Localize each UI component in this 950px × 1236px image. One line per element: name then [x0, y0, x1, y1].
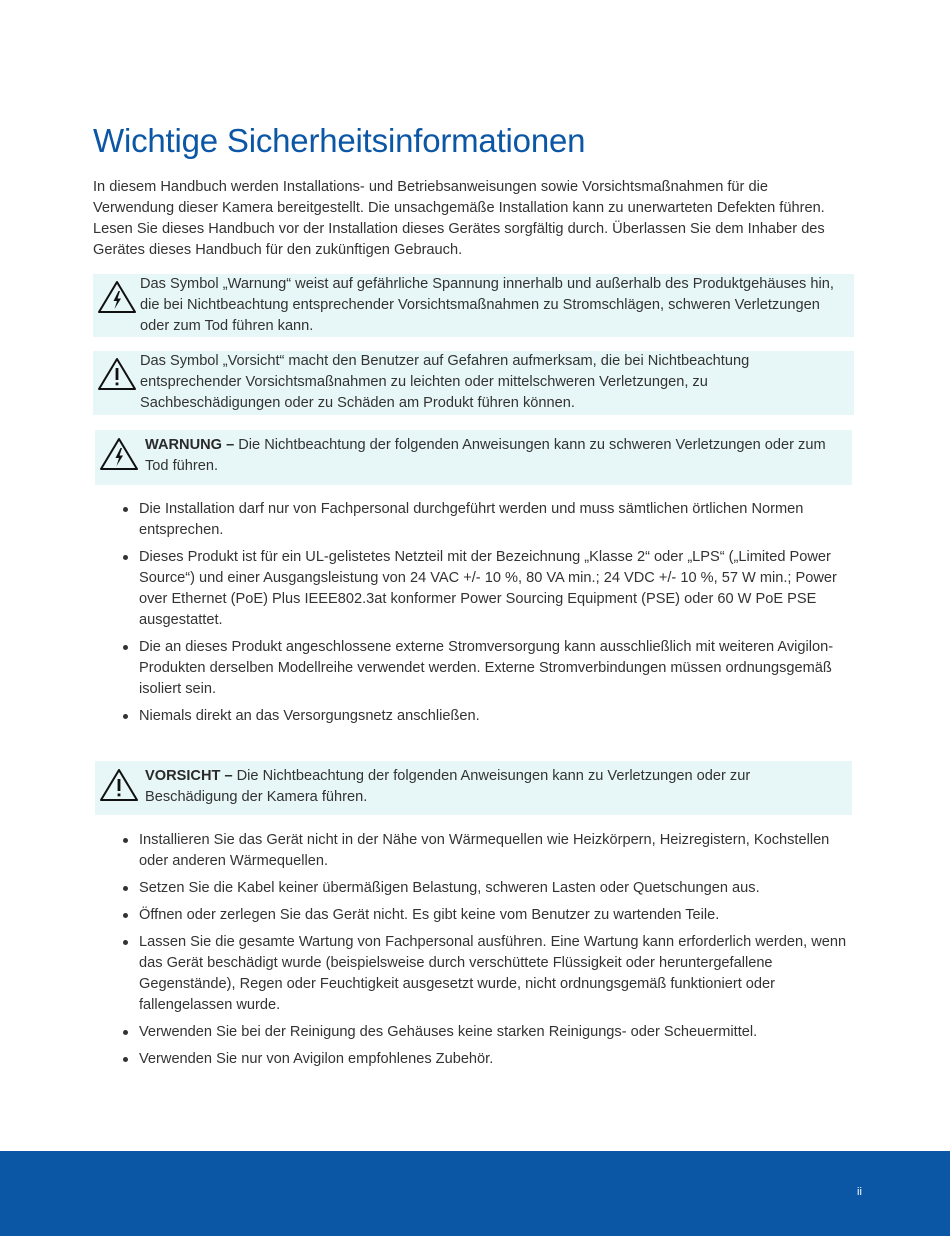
page-title: Wichtige Sicherheitsinformationen [93, 122, 586, 159]
caution-symbol-box [93, 351, 854, 415]
electric-warning-icon [99, 437, 139, 471]
caution-instructions-list [121, 830, 861, 1076]
list-item: Die Installation darf nur von Fachpersonal durchgeführt werden und muss sämtlichen örtlichen Normen entsprechen. [121, 499, 861, 541]
footer-bar [0, 1151, 950, 1236]
list-item: Niemals direkt an das Versorgungsnetz anschließen. [121, 706, 861, 727]
list-item: Öffnen oder zerlegen Sie das Gerät nicht. Es gibt keine vom Benutzer zu wartenden Teile. [121, 905, 861, 926]
page-number: ii [857, 1186, 862, 1198]
list-item: Lassen Sie die gesamte Wartung von Fachpersonal ausführen. Eine Wartung kann erforderlich werden, wenn das Gerät beschädigt wurde (beispielsweise durch verschüttete Flüssigkeit oder heruntergefallene Gegenstände), Regen oder Feuchtigkeit ausgesetzt wurde, nicht ordnungsgemäß funktioniert oder fallengelassen wurde. [121, 932, 861, 1016]
warning-notice-lead: WARNUNG – [145, 437, 235, 453]
caution-notice-lead: VORSICHT – [145, 768, 233, 784]
caution-notice-body: Die Nichtbeachtung der folgenden Anweisungen kann zu Verletzungen oder zur Beschädigung der Kamera führen. [145, 768, 751, 805]
warning-notice-body: Die Nichtbeachtung der folgenden Anweisungen kann zu schweren Verletzungen oder zum Tod führen. [145, 437, 826, 474]
caution-symbol-description: Das Symbol „Vorsicht“ macht den Benutzer auf Gefahren aufmerksam, die bei Nichtbeachtung entsprechender Vorsichtsmaßnahmen zu leichten oder mittelschweren Verletzungen, zu Sachbeschädigungen oder zu Schäden am Produkt führen können. [140, 353, 750, 411]
list-item: Verwenden Sie bei der Reinigung des Gehäuses keine starken Reinigungs- oder Scheuermittel. [121, 1022, 861, 1043]
warning-notice-text [145, 435, 845, 477]
list-item: Setzen Sie die Kabel keiner übermäßigen Belastung, schweren Lasten oder Quetschungen aus. [121, 878, 861, 899]
list-item: Verwenden Sie nur von Avigilon empfohlenes Zubehör. [121, 1049, 861, 1070]
list-item: Die an dieses Produkt angeschlossene externe Stromversorgung kann ausschließlich mit weiteren Avigilon-Produkten derselben Modellreihe verwendet werden. Externe Stromverbindungen müssen ordnungsgemäß isoliert sein. [121, 637, 861, 700]
warning-symbol-description: Das Symbol „Warnung“ weist auf gefährliche Spannung innerhalb und außerhalb des Produktgehäuses hin, die bei Nichtbeachtung entsprechender Vorsichtsmaßnahmen zu Stromschlägen, schweren Verletzungen oder zum Tod führen kann. [140, 276, 834, 334]
caution-notice-text [145, 766, 845, 808]
caution-icon [99, 768, 139, 802]
warning-symbol-box [93, 274, 854, 337]
electric-warning-icon [97, 280, 137, 314]
intro-paragraph: In diesem Handbuch werden Installations- und Betriebsanweisungen sowie Vorsichtsmaßnahmen für die Verwendung dieser Kamera bereitgestellt. Die unsachgemäße Installation kann zu unerwarteten Defekten führen. Lesen Sie dieses Handbuch vor der Installation dieses Gerätes sorgfältig durch. Überlassen Sie dem Inhaber des Gerätes dieses Handbuch für den zukünftigen Gebrauch. [93, 179, 825, 258]
caution-notice-box [95, 761, 852, 815]
warning-notice-box [95, 430, 852, 485]
warning-instructions-list [121, 499, 861, 733]
list-item: Installieren Sie das Gerät nicht in der Nähe von Wärmequellen wie Heizkörpern, Heizregistern, Kochstellen oder anderen Wärmequellen. [121, 830, 861, 872]
caution-icon [97, 357, 137, 391]
list-item: Dieses Produkt ist für ein UL-gelistetes Netzteil mit der Bezeichnung „Klasse 2“ oder „LPS“ („Limited Power Source“) und einer Ausgangsleistung von 24 VAC +/- 10 %, 80 VA min.; 24 VDC +/- 10 %, 57 W min.; Power over Ethernet (PoE) Plus IEEE802.3at konformer Power Sourcing Equipment (PSE) oder 60 W PoE PSE ausgestattet. [121, 547, 861, 631]
